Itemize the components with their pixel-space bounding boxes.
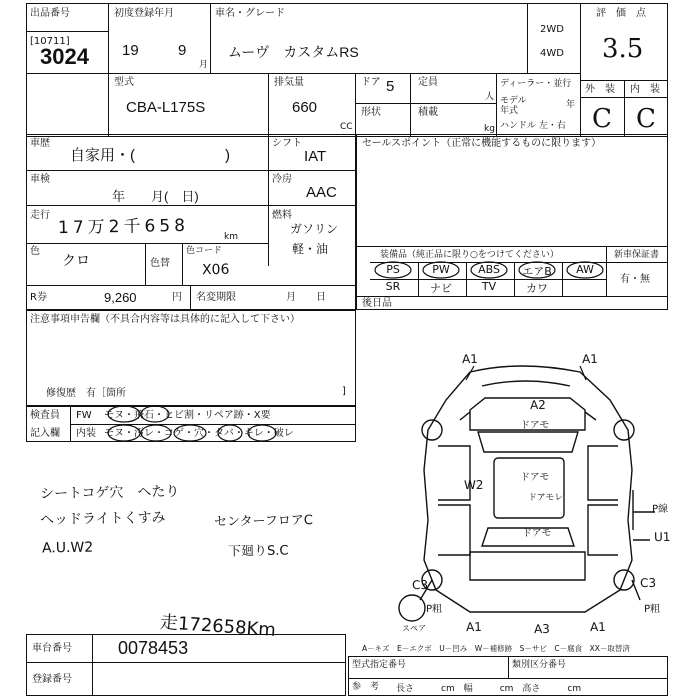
ac-label: 冷房 (272, 174, 292, 185)
model-value: CBA-L175S (126, 99, 206, 116)
warranty-value: 有・無 (620, 274, 650, 285)
first-reg-label: 初度登録年月 (114, 8, 174, 19)
drive-4wd: 4WD (540, 48, 564, 59)
color-value: クロ (61, 252, 91, 270)
equipment-label: 装備品（純正品に限り○をつけてください） (380, 250, 559, 260)
spare-label: スペア (402, 624, 426, 633)
category-label: 類別区分番号 (512, 660, 567, 670)
interior-label: 内 装 (630, 84, 660, 95)
mark-p-line: P線 (651, 503, 669, 516)
hand-line5: 下廻りS.C (227, 543, 289, 560)
name-value: ムーヴ カスタムRS (228, 44, 359, 60)
recycle-value: 9,260 (104, 290, 137, 305)
dims-label: 長さ cm 幅 cm 高さ cm (396, 684, 582, 694)
first-reg-month: 9 (178, 42, 187, 59)
mark-a1-tr: A1 (581, 351, 598, 367)
interior-items-label: 内装 (76, 428, 96, 439)
mark-a1-br: A1 (589, 619, 606, 635)
handle-label: ハンドル 左・右 (500, 121, 566, 131)
km-unit: km (224, 232, 238, 242)
mileage-value: 17万2千658 (57, 215, 190, 239)
warranty-label: 新車保証書 (614, 250, 660, 260)
grade-value: 3.5 (602, 34, 644, 64)
mark-doamore: ドアモレ (527, 492, 564, 504)
notes-label: 注意事項申告欄（不具合内容等は具体的に記入して下さい） (30, 314, 300, 325)
fuel-label: 燃料 (272, 210, 292, 221)
equipment-item: PW (432, 263, 450, 276)
color-code-value: X06 (201, 261, 230, 279)
fuel-value2: 軽・油 (292, 242, 329, 256)
mark-c3-left: C3 (411, 577, 429, 593)
exterior-value: C (592, 104, 612, 134)
inspector-label: 検査員 (30, 410, 60, 421)
mark-w2: W2 (463, 477, 484, 493)
history-value: 自家用・( ) (70, 147, 230, 164)
hand-line1: シートコゲ穴 ヘたり (39, 483, 180, 503)
ac-value: AAC (306, 184, 337, 201)
rear-seat-label: 後日品 (362, 298, 392, 309)
reg-label: 登録番号 (32, 674, 72, 685)
repair-label: 修復歴 有［箇所 (46, 388, 126, 399)
chassis-label: 車台番号 (32, 643, 72, 654)
person-unit: 人 (485, 92, 495, 102)
color-label: 色 (30, 246, 40, 257)
displacement-label: 排気量 (274, 77, 304, 88)
model-label: 型式 (114, 77, 134, 88)
sales-point-label: セールスポイント（正常に機能するものに限ります） (362, 138, 602, 149)
fuel-value: ガソリン (290, 222, 339, 236)
shift-label: シフト (272, 138, 302, 149)
type-designation-label: 型式指定番号 (352, 660, 407, 670)
mark-a2: A2 (529, 397, 546, 413)
displacement-value: 660 (292, 99, 318, 116)
kg-unit: kg (484, 124, 495, 134)
inspection-value: 年 月( 日) (112, 189, 199, 204)
warranty-period-label: 名変期限 (196, 292, 236, 303)
door-label: ドア (361, 77, 381, 88)
mileage-label: 走行 (30, 210, 50, 221)
color-code-label: 色コード (186, 246, 223, 256)
mark-a3: A3 (533, 621, 550, 637)
mark-a1-tl: A1 (461, 351, 478, 367)
hand-line3: A.U.W2 (41, 539, 94, 557)
equipment-item: エアB (522, 265, 552, 278)
hand-line2: ヘッドライトくすみ (39, 509, 166, 529)
mark-doamo-2: ドアモ (519, 471, 550, 484)
month-unit: 月 (199, 60, 209, 70)
warranty-period-value: 月 日 (286, 292, 326, 303)
shift-value: IAT (304, 148, 327, 165)
mark-doamo-3: ドアモ (521, 527, 552, 540)
dealer-label: ディーラー・並行 (500, 79, 572, 89)
equipment-item: SR (385, 280, 401, 293)
door-value: 5 (386, 78, 395, 95)
equipment-item: カワ (526, 282, 548, 295)
mark-a1-bl: A1 (465, 619, 482, 635)
model-year-label: モデル年式 (500, 96, 527, 116)
year-unit: 年 (566, 100, 576, 110)
repair-bracket: ] (342, 386, 346, 397)
hand-line4: センターフロアC (213, 513, 314, 530)
capacity-label: 定員 (418, 77, 438, 88)
grade-label: 評 価 点 (596, 8, 646, 19)
mark-p-rough-left: P粗 (425, 603, 443, 616)
fw-items: モヌ・飛石・ヒビ割・リペア跡・X要 (104, 410, 271, 421)
name-label: 車名・グレード (215, 8, 285, 19)
equipment-item: ナビ (430, 282, 452, 295)
history-label: 車歴 (30, 138, 50, 149)
lot-label: 出品番号 (30, 8, 70, 19)
cc-unit: CC (340, 122, 353, 132)
equipment-item: ABS (478, 263, 500, 276)
load-label: 積載 (418, 107, 438, 118)
mark-c3-right: C3 (639, 575, 657, 591)
recycle-label: R券 (30, 292, 47, 303)
reference-label: 参 考 (352, 682, 380, 692)
exterior-label: 外 装 (585, 84, 615, 95)
mark-doamo-1: ドアモ (519, 419, 550, 432)
equipment-item: AW (576, 263, 594, 276)
interior-items: モヌ・汚レ・コゲ・穴・タバ・キレ・破レ (104, 428, 294, 439)
chassis-value: 0078453 (118, 638, 189, 658)
color-change-label: 色替 (150, 258, 170, 269)
interior-value: C (636, 104, 656, 134)
shape-label: 形状 (361, 107, 381, 118)
mark-p-rough-right: P粗 (643, 603, 661, 616)
lot-number: 3024 (40, 44, 89, 69)
legend: A－キズ E－エクボ U－凹み W－補修跡 S－サビ C－腐食 XX－取替済 (362, 644, 630, 653)
lot-code: [10711] (30, 36, 70, 47)
inspection-label: 車検 (30, 174, 50, 185)
first-reg-year: 19 (122, 42, 139, 59)
entry-label: 記入欄 (30, 428, 60, 439)
drive-2wd: 2WD (540, 24, 564, 35)
fw-label: FW (76, 410, 92, 421)
equipment-item: TV (481, 280, 497, 293)
mark-u1: U1 (653, 529, 671, 545)
mileage-note: 走172658Km (159, 611, 277, 642)
equipment-item: PS (386, 263, 400, 276)
yen-unit: 円 (172, 292, 182, 303)
